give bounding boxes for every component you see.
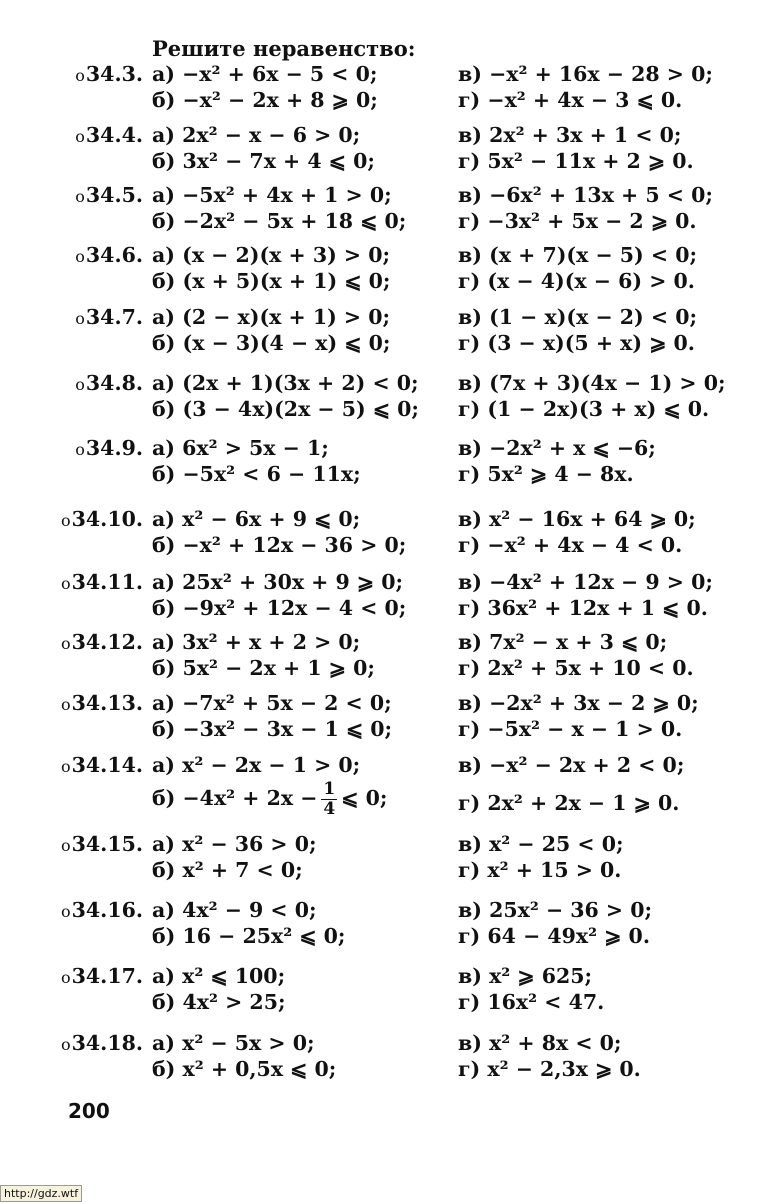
item-b: б) −5x² < 6 − 11x; <box>152 462 361 486</box>
item-v: в) (x + 7)(x − 5) < 0; <box>458 243 698 267</box>
item-b: б) −3x² − 3x − 1 ⩽ 0; <box>152 717 393 741</box>
item-a: а) 2x² − x − 6 > 0; <box>152 123 361 147</box>
fraction-denominator: 4 <box>323 799 336 819</box>
item-a: а) x² − 2x − 1 > 0; <box>152 753 361 777</box>
item-g: г) 2x² + 2x − 1 ⩾ 0. <box>458 791 680 815</box>
item-a: а) (2x + 1)(3x + 2) < 0; <box>152 371 419 395</box>
item-v: в) (1 − x)(x − 2) < 0; <box>458 305 698 329</box>
problem-number: 34.9. <box>85 436 143 460</box>
item-a: а) −5x² + 4x + 1 > 0; <box>152 183 392 207</box>
problem-marker: o <box>61 757 71 776</box>
problem-number: 34.16. <box>71 898 143 922</box>
item-v: в) −4x² + 12x − 9 > 0; <box>458 570 713 594</box>
item-a: а) −x² + 6x − 5 < 0; <box>152 62 378 86</box>
item-a: а) x² − 36 > 0; <box>152 832 317 856</box>
problem-number: 34.10. <box>71 507 143 531</box>
item-g: г) −3x² + 5x − 2 ⩾ 0. <box>458 209 697 233</box>
problem-marker: o <box>75 66 85 85</box>
item-b: б) 3x² − 7x + 4 ⩽ 0; <box>152 149 375 173</box>
problem-number: 34.5. <box>85 183 143 207</box>
item-b-left: б) −4x² + 2x − <box>152 786 318 810</box>
item-b: б) 4x² > 25; <box>152 990 286 1014</box>
item-a: а) 3x² + x + 2 > 0; <box>152 630 361 654</box>
item-g: г) 64 − 49x² ⩾ 0. <box>458 924 650 948</box>
problem-number: 34.17. <box>71 964 143 988</box>
item-a: а) (x − 2)(x + 3) > 0; <box>152 243 391 267</box>
problem-number: 34.3. <box>85 62 143 86</box>
item-a: а) x² − 6x + 9 ⩽ 0; <box>152 507 361 531</box>
problem-number: 34.15. <box>71 832 143 856</box>
item-g: г) x² − 2,3x ⩾ 0. <box>458 1057 641 1081</box>
item-v: в) −x² + 16x − 28 > 0; <box>458 62 713 86</box>
item-a: а) −7x² + 5x − 2 < 0; <box>152 691 392 715</box>
problem-marker: o <box>75 127 85 146</box>
item-v: в) 7x² − x + 3 ⩽ 0; <box>458 630 668 654</box>
item-v: в) (7x + 3)(4x − 1) > 0; <box>458 371 726 395</box>
item-b: б) 16 − 25x² ⩽ 0; <box>152 924 346 948</box>
item-g: г) (x − 4)(x − 6) > 0. <box>458 269 695 293</box>
item-v: в) 2x² + 3x + 1 < 0; <box>458 123 682 147</box>
problem-number: 34.18. <box>71 1031 143 1055</box>
instruction-heading: Решите неравенство: <box>152 36 416 61</box>
problem-marker: o <box>61 1035 71 1054</box>
fraction <box>321 780 337 819</box>
item-g: г) 16x² < 47. <box>458 990 605 1014</box>
problem-marker: o <box>61 902 71 921</box>
item-g: г) (3 − x)(5 + x) ⩾ 0. <box>458 331 695 355</box>
item-a: а) 25x² + 30x + 9 ⩾ 0; <box>152 570 404 594</box>
item-v: в) −2x² + 3x − 2 ⩾ 0; <box>458 691 699 715</box>
item-a: а) x² − 5x > 0; <box>152 1031 315 1055</box>
problem-number: 34.7. <box>85 305 143 329</box>
problem-marker: o <box>61 968 71 987</box>
item-g: г) −x² + 4x − 3 ⩽ 0. <box>458 88 683 112</box>
item-g: г) 36x² + 12x + 1 ⩽ 0. <box>458 596 708 620</box>
item-a: а) 6x² > 5x − 1; <box>152 436 329 460</box>
problem-number: 34.11. <box>71 570 143 594</box>
item-g: г) 2x² + 5x + 10 < 0. <box>458 656 694 680</box>
problem-number: 34.4. <box>85 123 143 147</box>
item-v: в) x² − 25 < 0; <box>458 832 624 856</box>
item-b: б) x² + 7 < 0; <box>152 858 303 882</box>
item-a: а) x² ⩽ 100; <box>152 964 286 988</box>
problem-number: 34.6. <box>85 243 143 267</box>
item-b-right: ⩽ 0; <box>341 786 388 810</box>
item-b: б) −2x² − 5x + 18 ⩽ 0; <box>152 209 407 233</box>
item-b: б) x² + 0,5x ⩽ 0; <box>152 1057 337 1081</box>
problem-marker: o <box>61 836 71 855</box>
problem-marker: o <box>75 247 85 266</box>
item-b: б) −9x² + 12x − 4 < 0; <box>152 596 407 620</box>
problem-marker: o <box>75 375 85 394</box>
item-g: г) (1 − 2x)(3 + x) ⩽ 0. <box>458 397 710 421</box>
item-g: г) −x² + 4x − 4 < 0. <box>458 533 683 557</box>
problem-marker: o <box>75 440 85 459</box>
problem-number: 34.13. <box>71 691 143 715</box>
item-a: а) (2 − x)(x + 1) > 0; <box>152 305 391 329</box>
problem-marker: o <box>61 511 71 530</box>
item-v: в) −x² − 2x + 2 < 0; <box>458 753 685 777</box>
item-b: б) (x + 5)(x + 1) ⩽ 0; <box>152 269 391 293</box>
item-g: г) 5x² − 11x + 2 ⩾ 0. <box>458 149 694 173</box>
problem-marker: o <box>61 634 71 653</box>
page-number: 200 <box>68 1099 110 1123</box>
problem-number: 34.12. <box>71 630 143 654</box>
item-b: б) (x − 3)(4 − x) ⩽ 0; <box>152 331 391 355</box>
item-g: г) −5x² − x − 1 > 0. <box>458 717 683 741</box>
item-v: в) x² − 16x + 64 ⩾ 0; <box>458 507 696 531</box>
problem-marker: o <box>61 695 71 714</box>
problem-number: 34.8. <box>85 371 143 395</box>
item-v: в) x² ⩾ 625; <box>458 964 593 988</box>
item-b: б) −x² + 12x − 36 > 0; <box>152 533 407 557</box>
problem-marker: o <box>61 574 71 593</box>
item-b <box>152 780 387 819</box>
item-v: в) −2x² + x ⩽ −6; <box>458 436 656 460</box>
watermark-link[interactable]: http://gdz.wtf <box>0 1185 82 1202</box>
fraction-numerator: 1 <box>323 779 336 799</box>
problem-marker: o <box>75 187 85 206</box>
problem-marker: o <box>75 309 85 328</box>
item-a: а) 4x² − 9 < 0; <box>152 898 317 922</box>
item-g: г) x² + 15 > 0. <box>458 858 622 882</box>
item-v: в) 25x² − 36 > 0; <box>458 898 653 922</box>
item-v: в) x² + 8x < 0; <box>458 1031 622 1055</box>
item-g: г) 5x² ⩾ 4 − 8x. <box>458 462 634 486</box>
item-b: б) (3 − 4x)(2x − 5) ⩽ 0; <box>152 397 419 421</box>
problem-number: 34.14. <box>71 753 143 777</box>
item-v: в) −6x² + 13x + 5 < 0; <box>458 183 713 207</box>
item-b: б) −x² − 2x + 8 ⩾ 0; <box>152 88 378 112</box>
item-b: б) 5x² − 2x + 1 ⩾ 0; <box>152 656 375 680</box>
